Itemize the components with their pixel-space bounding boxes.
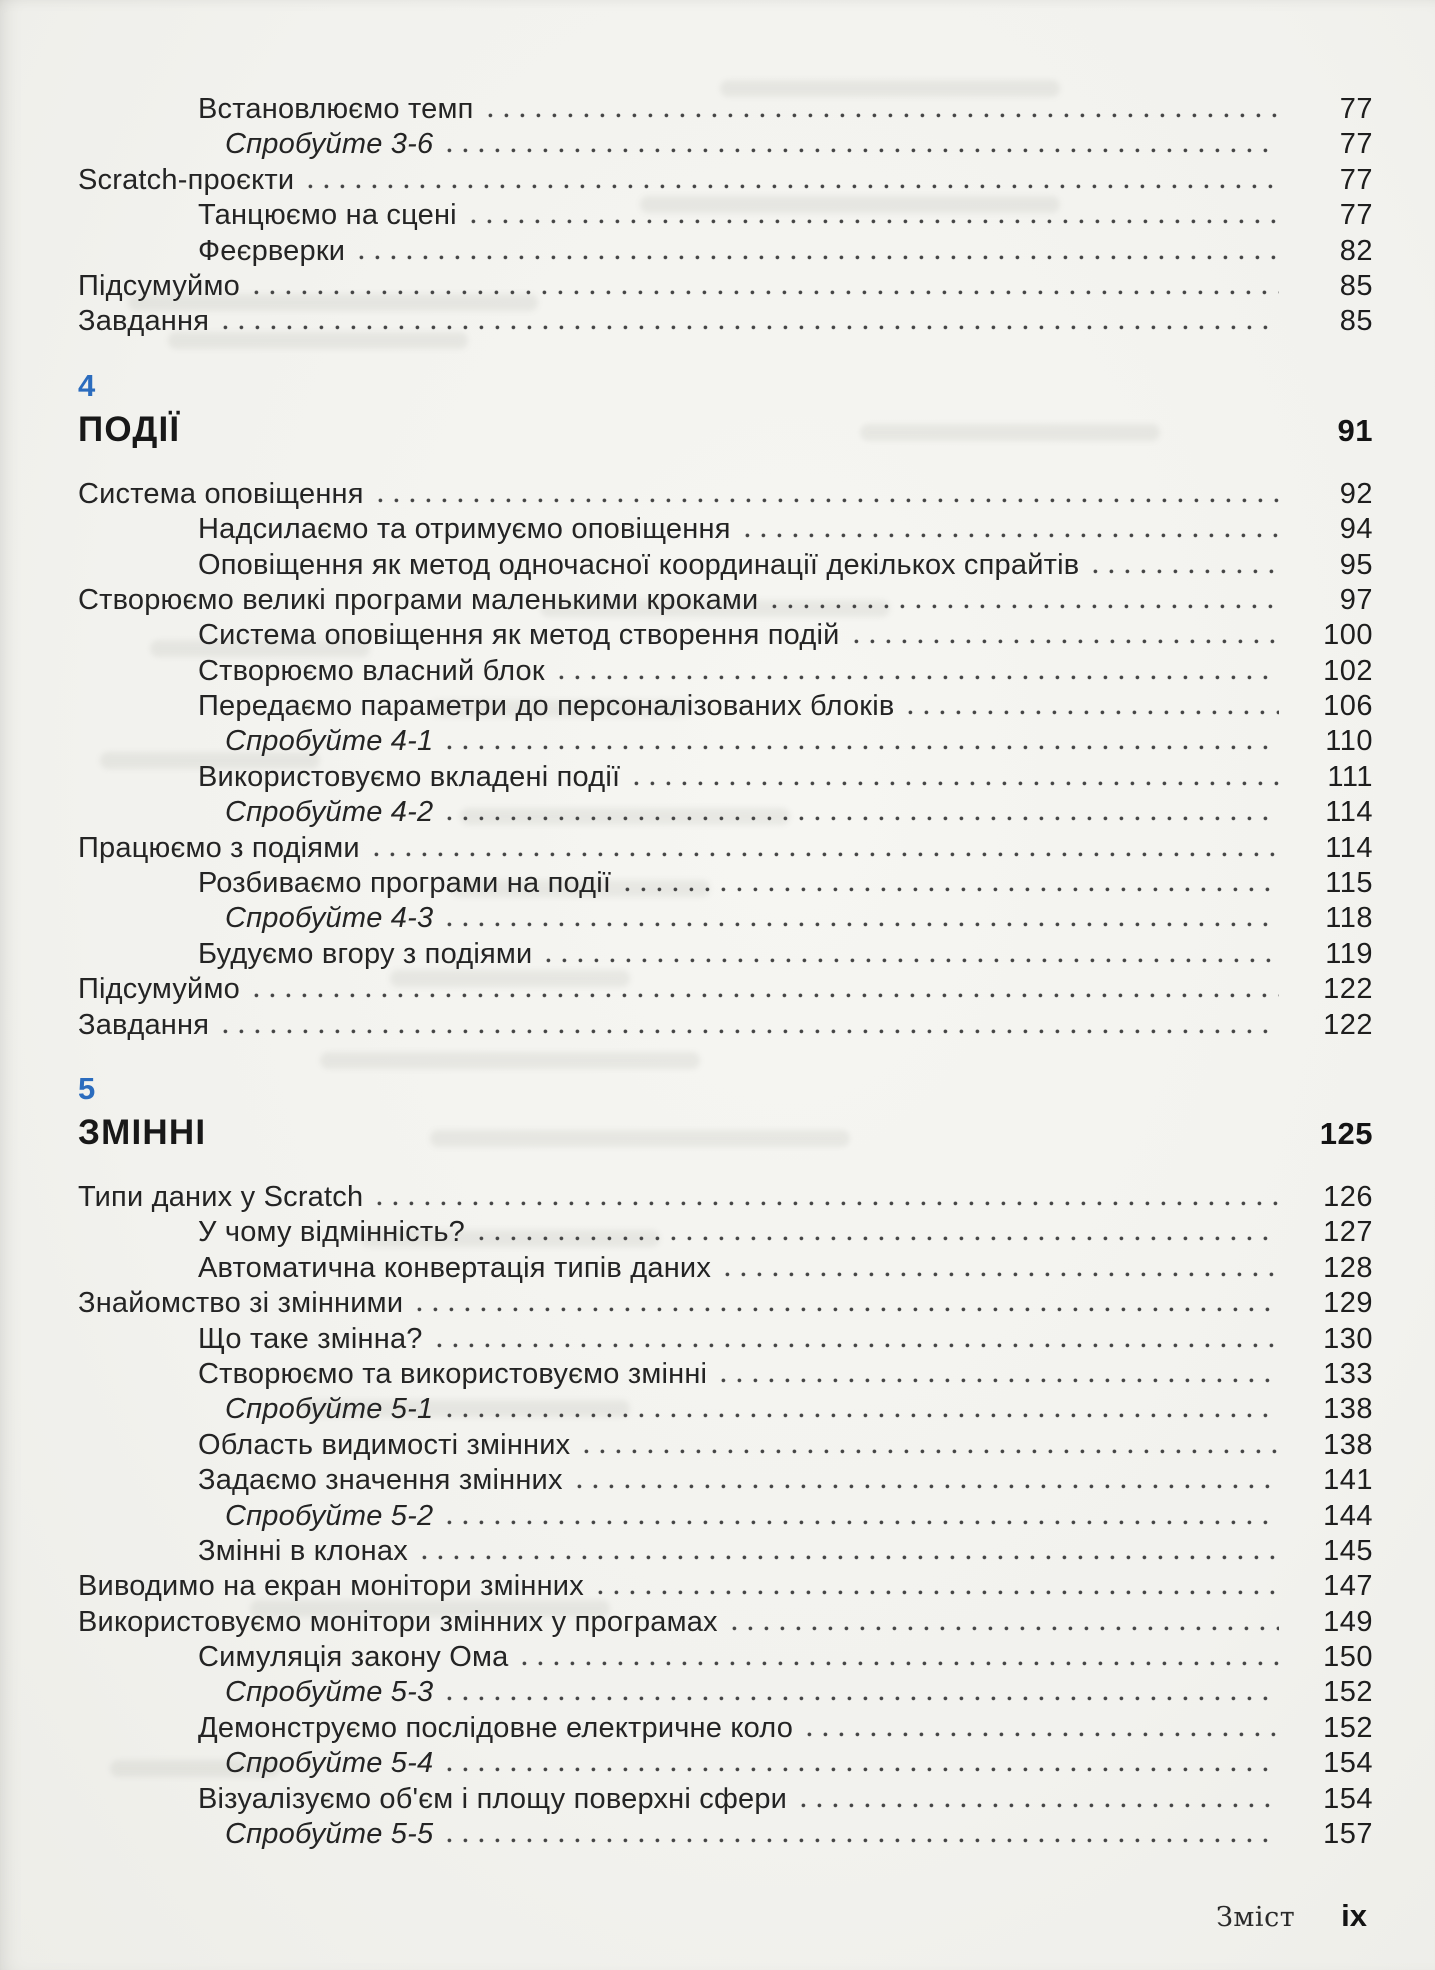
dot-leader: [488, 113, 1279, 118]
entry-label: Спробуйте 4-1: [225, 725, 434, 758]
dot-leader: [223, 325, 1279, 330]
toc-entry: [78, 163, 1373, 198]
dot-leader: [772, 604, 1279, 609]
entry-page-number: 133: [1323, 1357, 1373, 1390]
entry-page-number: 128: [1323, 1251, 1373, 1284]
entry-label: Автоматична конвертація типів даних: [198, 1251, 712, 1284]
entry-label: Scratch-проєкти: [78, 163, 295, 196]
toc-entry: [78, 269, 1373, 304]
dot-leader: [559, 675, 1279, 680]
toc-entry: [225, 1746, 1373, 1781]
entry-label: Демонструємо послідовне електричне коло: [198, 1711, 794, 1744]
dot-leader: [254, 993, 1279, 998]
entry-label: Надсилаємо та отримуємо оповіщення: [198, 513, 731, 546]
toc-entry: [198, 548, 1373, 583]
toc-entry: [198, 1463, 1373, 1498]
entry-label: Знайомство зі змінними: [78, 1287, 404, 1320]
entry-label: Типи даних у Scratch: [78, 1180, 364, 1213]
dot-leader: [447, 1696, 1279, 1701]
dot-leader: [378, 498, 1279, 503]
entry-label: Використовуємо монітори змінних у програмах: [78, 1605, 718, 1638]
dot-leader: [725, 1272, 1279, 1277]
entry-page-number: 138: [1323, 1393, 1373, 1426]
entry-page-number: 97: [1339, 583, 1373, 616]
toc-entry: [225, 795, 1373, 830]
dot-leader: [447, 1838, 1279, 1843]
entry-page-number: 82: [1339, 234, 1373, 267]
toc-entry: [198, 1322, 1373, 1357]
entry-page-number: 150: [1323, 1641, 1373, 1674]
entry-label: Що таке змінна?: [198, 1322, 423, 1355]
entry-page-number: 138: [1323, 1428, 1373, 1461]
toc-entry: [198, 1640, 1373, 1675]
toc-entry: [78, 583, 1373, 618]
entry-page-number: 154: [1323, 1782, 1373, 1815]
entry-label: Спробуйте 4-3: [225, 902, 434, 935]
dot-leader: [359, 255, 1279, 260]
entry-page-number: 115: [1325, 867, 1373, 900]
toc-entry: [78, 1605, 1373, 1640]
entry-label: Створюємо власний блок: [198, 654, 545, 687]
entry-page-number: 152: [1323, 1711, 1373, 1744]
entry-page-number: 130: [1323, 1322, 1373, 1355]
toc-entry: [198, 512, 1373, 547]
entry-label: Спробуйте 5-4: [225, 1747, 434, 1780]
toc-entry: [225, 1499, 1373, 1534]
entry-label: Система оповіщення як метод створення подій: [198, 619, 840, 652]
entry-page-number: 102: [1323, 654, 1373, 687]
dot-leader: [634, 781, 1279, 786]
entry-label: Змінні в клонах: [198, 1534, 408, 1567]
entry-page-number: 127: [1323, 1216, 1373, 1249]
chapter-page-number: 125: [1319, 1115, 1373, 1151]
entry-label: Будуємо вгору з подіями: [198, 937, 533, 970]
dot-leader: [447, 816, 1279, 821]
toc-entry: [198, 618, 1373, 653]
chapter-title: ЗМІННІ: [78, 1112, 207, 1152]
entry-page-number: 114: [1325, 796, 1373, 829]
dot-leader: [374, 852, 1279, 857]
entry-page-number: 85: [1339, 269, 1373, 302]
entry-page-number: 149: [1323, 1605, 1373, 1638]
entry-page-number: 77: [1339, 199, 1373, 232]
toc-entry: [225, 724, 1373, 759]
entry-label: Система оповіщення: [78, 477, 364, 510]
toc-entry: [78, 1286, 1373, 1321]
entry-label: Спробуйте 5-5: [225, 1818, 434, 1851]
dot-leader: [584, 1449, 1279, 1454]
entry-label: Спробуйте 3-6: [225, 128, 434, 161]
dot-leader: [625, 887, 1279, 892]
dot-leader: [908, 710, 1279, 715]
toc-entry: [198, 1782, 1373, 1817]
chapter-heading: [78, 366, 1373, 455]
toc-entry: [198, 760, 1373, 795]
toc-entry: [225, 1675, 1373, 1710]
entry-label: Спробуйте 5-3: [225, 1676, 434, 1709]
entry-label: Створюємо великі програми маленькими кроками: [78, 583, 759, 616]
chapter-page-number: 91: [1337, 412, 1373, 448]
dot-leader: [447, 148, 1279, 153]
dot-leader: [223, 1029, 1279, 1034]
toc-entry: [198, 1534, 1373, 1569]
toc-entry: [225, 1392, 1373, 1427]
entry-label: Встановлюємо темп: [198, 93, 474, 125]
dot-leader: [745, 533, 1279, 538]
toc-entry: [78, 1180, 1373, 1215]
entry-label: Завдання: [78, 1008, 210, 1041]
entry-page-number: 114: [1325, 831, 1373, 864]
footer-section-label: Зміст: [1216, 1902, 1296, 1933]
entry-label: Передаємо параметри до персоналізованих блоків: [198, 690, 895, 723]
dot-leader: [447, 1767, 1279, 1772]
dot-leader: [479, 1236, 1279, 1241]
dot-leader: [854, 639, 1280, 644]
chapter-heading: [78, 1069, 1373, 1158]
entry-label: Симуляція закону Ома: [198, 1641, 509, 1674]
entry-label: Підсумуймо: [78, 269, 240, 302]
entry-page-number: 141: [1323, 1464, 1373, 1497]
entry-label: Використовуємо вкладені події: [198, 760, 621, 793]
entry-page-number: 144: [1323, 1499, 1373, 1532]
entry-label: Спробуйте 5-2: [225, 1499, 434, 1532]
toc-entry: [198, 866, 1373, 901]
toc-entry: [225, 1817, 1373, 1852]
dot-leader: [437, 1343, 1279, 1348]
entry-page-number: 122: [1323, 973, 1373, 1006]
toc-entry: [198, 1711, 1373, 1746]
entry-page-number: 92: [1339, 477, 1373, 510]
chapter-number: 5: [78, 1070, 97, 1106]
entry-label: Підсумуймо: [78, 973, 240, 1006]
toc-entry: [198, 1215, 1373, 1250]
toc-entry: [78, 972, 1373, 1007]
toc-entry: [78, 304, 1373, 339]
entry-label: Область видимості змінних: [198, 1428, 571, 1461]
entry-label: Задаємо значення змінних: [198, 1464, 563, 1497]
dot-leader: [522, 1661, 1279, 1666]
entry-label: Спробуйте 4-2: [225, 796, 434, 829]
toc-entry: [78, 1569, 1373, 1604]
toc-entry: [78, 831, 1373, 866]
toc-entry: [198, 234, 1373, 269]
entry-label: Візуалізуємо об'єм і площу поверхні сфери: [198, 1782, 788, 1815]
dot-leader: [801, 1803, 1279, 1808]
entry-label: Танцюємо на сцені: [198, 199, 457, 232]
entry-page-number: 119: [1325, 937, 1373, 970]
entry-page-number: 110: [1325, 725, 1373, 758]
entry-page-number: 126: [1323, 1180, 1373, 1213]
toc-entry: [198, 92, 1373, 127]
entry-page-number: 100: [1323, 619, 1373, 652]
toc-entry: [198, 654, 1373, 689]
toc-entry: [225, 901, 1373, 936]
dot-leader: [254, 290, 1279, 295]
entry-page-number: 85: [1339, 305, 1373, 338]
page-footer: [1216, 1898, 1367, 1934]
entry-page-number: 77: [1339, 93, 1373, 125]
dot-leader: [577, 1484, 1279, 1489]
entry-label: Оповіщення як метод одночасної координації декількох спрайтів: [198, 548, 1080, 581]
dot-leader: [447, 1413, 1279, 1418]
entry-page-number: 157: [1323, 1818, 1373, 1851]
dot-leader: [447, 922, 1279, 927]
entry-label: Виводимо на екран монітори змінних: [78, 1570, 584, 1603]
toc-entry: [198, 1357, 1373, 1392]
dot-leader: [417, 1307, 1279, 1312]
entry-label: Завдання: [78, 305, 210, 338]
entry-page-number: 122: [1323, 1008, 1373, 1041]
dot-leader: [1093, 569, 1279, 574]
entry-page-number: 118: [1325, 902, 1373, 935]
entry-label: Працюємо з подіями: [78, 831, 360, 864]
entry-label: Спробуйте 5-1: [225, 1393, 434, 1426]
entry-page-number: 145: [1323, 1534, 1373, 1567]
toc-entry: [198, 198, 1373, 233]
dot-leader: [308, 184, 1279, 189]
entry-page-number: 77: [1339, 128, 1373, 161]
entry-page-number: 111: [1327, 760, 1373, 793]
toc-entry: [78, 477, 1373, 512]
entry-label: Створюємо та використовуємо змінні: [198, 1357, 708, 1390]
entry-page-number: 154: [1323, 1747, 1373, 1780]
dot-leader: [721, 1378, 1279, 1383]
toc-entry: [198, 1428, 1373, 1463]
toc-entry: [198, 689, 1373, 724]
dot-leader: [807, 1732, 1279, 1737]
entry-page-number: 94: [1339, 513, 1373, 546]
entry-page-number: 106: [1323, 690, 1373, 723]
footer-page-number: ix: [1341, 1898, 1367, 1933]
chapter-title: ПОДІЇ: [78, 409, 181, 449]
dot-leader: [471, 219, 1279, 224]
chapter-number: 4: [78, 367, 97, 403]
entry-page-number: 152: [1323, 1676, 1373, 1709]
dot-leader: [546, 958, 1279, 963]
entry-label: Феєрверки: [198, 234, 346, 267]
entry-label: У чому відмінність?: [198, 1216, 465, 1249]
dot-leader: [447, 745, 1279, 750]
dot-leader: [598, 1590, 1279, 1595]
dot-leader: [732, 1626, 1279, 1631]
dot-leader: [377, 1201, 1279, 1206]
entry-page-number: 129: [1323, 1287, 1373, 1320]
toc-entry: [198, 937, 1373, 972]
toc-list: [78, 92, 1373, 1852]
toc-entry: [78, 1008, 1373, 1043]
entry-page-number: 95: [1339, 548, 1373, 581]
entry-page-number: 77: [1339, 163, 1373, 196]
entry-label: Розбиваємо програми на події: [198, 867, 612, 900]
dot-leader: [422, 1555, 1279, 1560]
toc-entry: [225, 127, 1373, 162]
toc-entry: [198, 1251, 1373, 1286]
entry-page-number: 147: [1323, 1570, 1373, 1603]
dot-leader: [447, 1520, 1279, 1525]
